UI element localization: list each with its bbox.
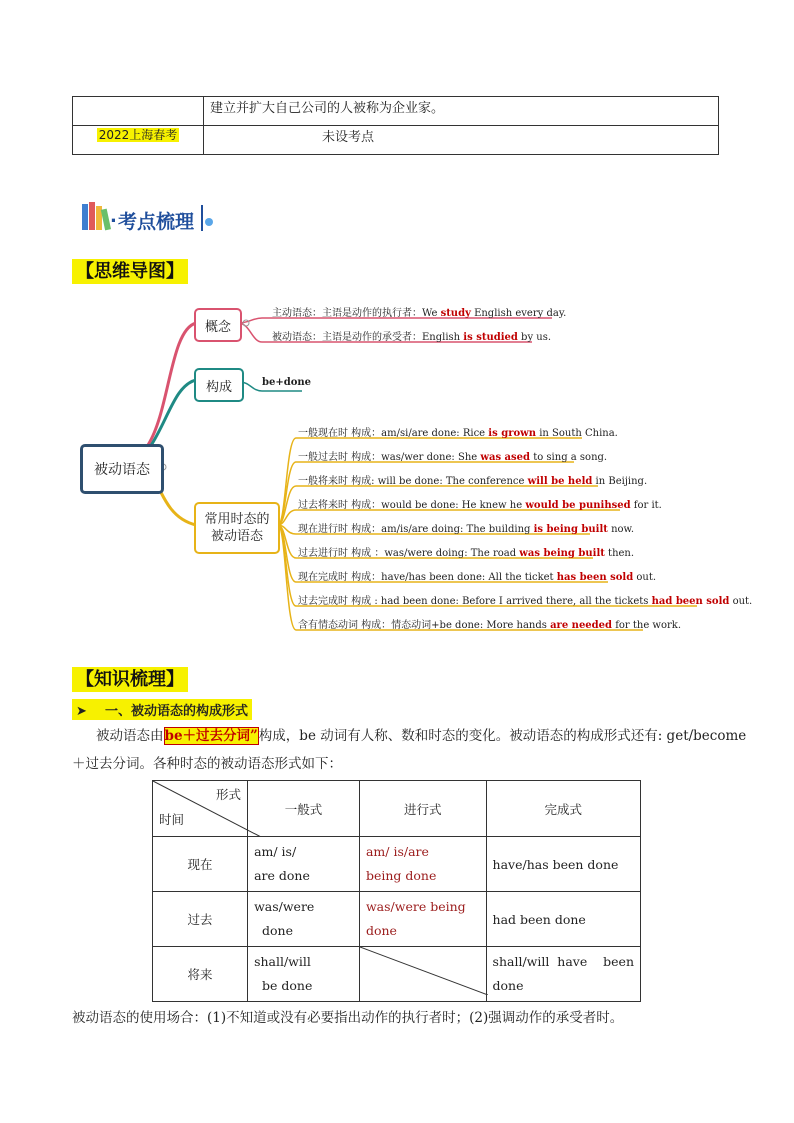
concept-item: 主动语态：主语是动作的执行者：We study English every day. [272, 308, 567, 319]
arrow-icon: ➤ [76, 704, 87, 719]
knowledge-heading: 【知识梳理】 [72, 665, 188, 691]
tense-item: 过去完成时 构成 : had been done: Before I arrived there, all the tickets had been sold out. [298, 596, 753, 607]
time-cell: 过去 [153, 892, 248, 947]
time-cell: 现在 [153, 837, 248, 892]
header-cell: 一般式 [248, 781, 360, 837]
table-header-row [153, 781, 641, 837]
table-cell: shall/will be done [248, 947, 360, 1002]
time-cell: 将来 [153, 947, 248, 1002]
tense-item: 一般过去时 构成：was/wer done: She was ased to sing a song. [298, 452, 608, 463]
cursor-bar [201, 205, 203, 231]
mindmap-heading: 【思维导图】 [72, 257, 188, 283]
corner-cell: 形式 时间 [153, 781, 248, 837]
table-cell: was/were done [248, 892, 360, 947]
table-cell: 建立并扩大自己公司的人被称为企业家。 [204, 97, 719, 126]
concept-item: 被动语态：主语是动作的承受者：English is studied by us. [272, 332, 552, 343]
tense-item: 含有情态动词 构成：情态动词+be done: More hands are needed for the work. [298, 620, 682, 631]
table-cell [73, 97, 204, 126]
tense-item: 过去进行时 构成 ：was/were doing: The road was being built then. [298, 548, 635, 559]
header-cell: 完成式 [486, 781, 640, 837]
tense-item: 现在进行时 构成：am/is/are doing: The building is being built now. [298, 524, 635, 535]
tense-item: 一般将来时 构成: will be done: The conference will be held in Beijing. [298, 476, 648, 487]
structure-node: 构成 [194, 368, 244, 402]
intro-paragraph: 被动语态由be＋过去分词”构成，be 动词有人称、数和时态的变化。被动语态的构成形式还有: get/become [96, 728, 747, 744]
intro-paragraph-line2: ＋过去分词。各种时态的被动语态形式如下： [72, 756, 342, 772]
tenses-node: 常用时态的 被动语态 [194, 502, 280, 554]
tense-item: 现在完成时 构成：have/has been done: All the ticket has been sold out. [298, 572, 657, 583]
concept-node: 概念 [194, 308, 242, 342]
tense-item: 过去将来时 构成：would be done: He knew he would be punihsed for it. [298, 500, 662, 511]
dot-icon [205, 218, 213, 226]
usage-text: 被动语态的使用场合：(1)不知道或没有必要指出动作的执行者时；(2)强调动作的承受者时。 [72, 1010, 624, 1026]
passive-forms-table [152, 780, 641, 1002]
table-row [73, 97, 719, 126]
table-row [153, 837, 641, 892]
table-row [73, 126, 719, 155]
exam-year-label: 2022上海春考 [98, 128, 178, 142]
table-cell: have/has been done [486, 837, 640, 892]
section-header [80, 200, 220, 234]
table-cell: shall/will have been done [486, 947, 640, 1002]
table-cell: am/ is/ are done [248, 837, 360, 892]
structure-item: be+done [262, 377, 312, 388]
table-row [153, 947, 641, 1002]
dot: . [110, 206, 117, 227]
table-cell: 未设考点 [204, 126, 719, 155]
header-cell: 进行式 [359, 781, 486, 837]
mindmap-root-node: 被动语态 [80, 444, 164, 494]
section-title: 考点梳理 [118, 211, 195, 233]
table-cell: was/were being done [359, 892, 486, 947]
table-cell: am/ is/are being done [359, 837, 486, 892]
tense-item: 一般现在时 构成：am/si/are done: Rice is grown in South China. [298, 428, 618, 439]
table-cell: had been done [486, 892, 640, 947]
empty-diagonal-cell [359, 947, 486, 1002]
exam-table [72, 96, 719, 155]
subsection-title: ➤ 一、被动语态的构成形式 [72, 699, 252, 720]
table-cell [73, 126, 204, 155]
table-row [153, 892, 641, 947]
